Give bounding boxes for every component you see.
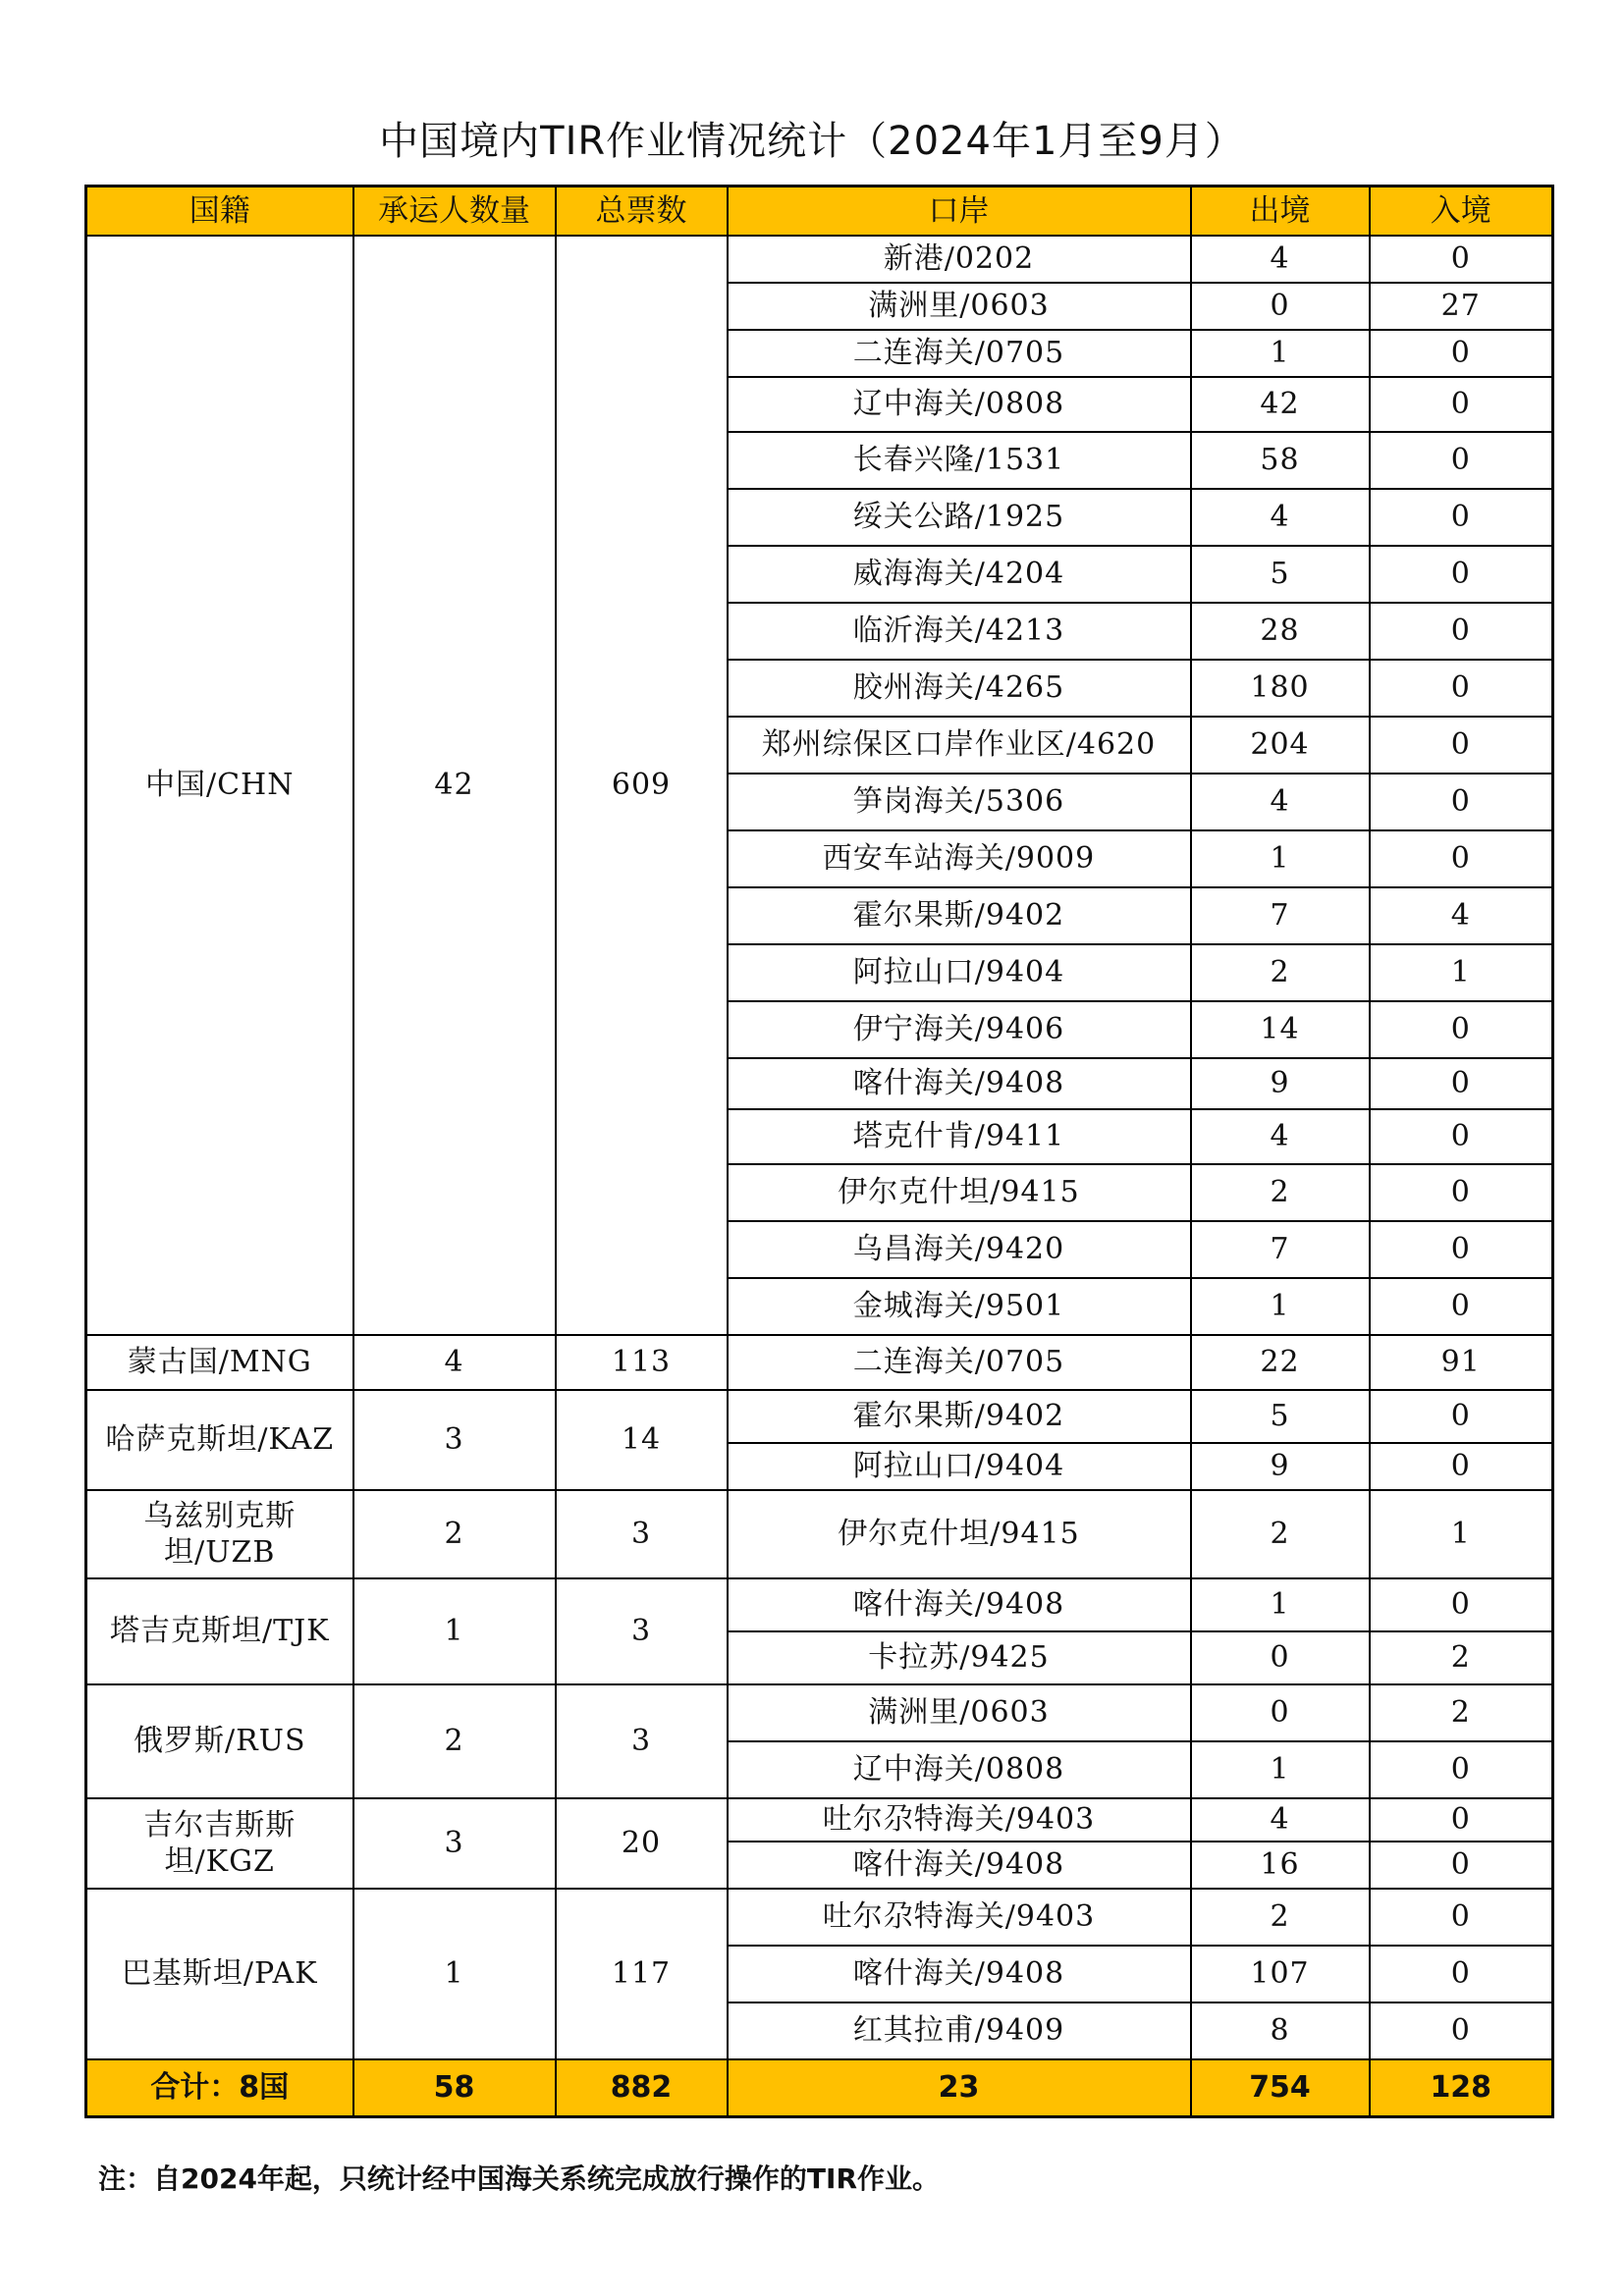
page-title: 中国境内TIR作业情况统计（2024年1月至9月） xyxy=(379,119,1245,164)
port-cell: 吐尔尕特海关/9403 xyxy=(728,1889,1191,1946)
tickets-cell: 14 xyxy=(556,1390,728,1490)
port-cell: 二连海关/0705 xyxy=(728,1335,1191,1390)
port-cell: 西安车站海关/9009 xyxy=(728,830,1191,887)
exit-cell: 204 xyxy=(1191,717,1370,774)
port-cell: 红其拉甫/9409 xyxy=(728,2002,1191,2059)
port-cell: 二连海关/0705 xyxy=(728,330,1191,377)
carriers-cell: 42 xyxy=(353,236,556,1335)
entry-cell: 0 xyxy=(1370,546,1553,603)
port-cell: 喀什海关/9408 xyxy=(728,1578,1191,1631)
exit-cell: 0 xyxy=(1191,283,1370,330)
exit-cell: 9 xyxy=(1191,1443,1370,1490)
port-cell: 长春兴隆/1531 xyxy=(728,432,1191,489)
entry-cell: 0 xyxy=(1370,830,1553,887)
port-cell: 威海海关/4204 xyxy=(728,546,1191,603)
entry-cell: 27 xyxy=(1370,283,1553,330)
port-cell: 喀什海关/9408 xyxy=(728,1946,1191,2002)
entry-cell: 0 xyxy=(1370,432,1553,489)
exit-cell: 180 xyxy=(1191,660,1370,717)
col-header-carriers: 承运人数量 xyxy=(353,187,556,237)
port-cell: 霍尔果斯/9402 xyxy=(728,1390,1191,1443)
port-cell: 阿拉山口/9404 xyxy=(728,1443,1191,1490)
port-cell: 笋岗海关/5306 xyxy=(728,774,1191,830)
exit-cell: 2 xyxy=(1191,1889,1370,1946)
port-cell: 辽中海关/0808 xyxy=(728,1741,1191,1798)
entry-cell: 91 xyxy=(1370,1335,1553,1390)
entry-cell: 1 xyxy=(1370,944,1553,1001)
table-row xyxy=(86,1798,1553,1842)
port-cell: 新港/0202 xyxy=(728,236,1191,283)
col-header-country: 国籍 xyxy=(86,187,353,237)
port-cell: 伊尔克什坦/9415 xyxy=(728,1164,1191,1221)
totals-label: 合计：8国 xyxy=(86,2059,353,2117)
entry-cell: 0 xyxy=(1370,1001,1553,1058)
tickets-cell: 117 xyxy=(556,1889,728,2059)
entry-cell: 2 xyxy=(1370,1631,1553,1684)
carriers-cell: 1 xyxy=(353,1578,556,1684)
port-cell: 伊尔克什坦/9415 xyxy=(728,1490,1191,1578)
exit-cell: 22 xyxy=(1191,1335,1370,1390)
tir-stats-table xyxy=(84,185,1554,2118)
entry-cell: 0 xyxy=(1370,1741,1553,1798)
tickets-cell: 3 xyxy=(556,1684,728,1798)
port-cell: 喀什海关/9408 xyxy=(728,1058,1191,1109)
entry-cell: 0 xyxy=(1370,717,1553,774)
entry-cell: 0 xyxy=(1370,2002,1553,2059)
port-cell: 卡拉苏/9425 xyxy=(728,1631,1191,1684)
col-header-tickets: 总票数 xyxy=(556,187,728,237)
entry-cell: 1 xyxy=(1370,1490,1553,1578)
totals-carriers: 58 xyxy=(353,2059,556,2117)
footnote: 注：自2024年起，只统计经中国海关系统完成放行操作的TIR作业。 xyxy=(98,2163,941,2195)
tickets-cell: 609 xyxy=(556,236,728,1335)
port-cell: 郑州综保区口岸作业区/4620 xyxy=(728,717,1191,774)
port-cell: 伊宁海关/9406 xyxy=(728,1001,1191,1058)
country-cell: 吉尔吉斯斯坦/KGZ xyxy=(86,1798,353,1889)
exit-cell: 4 xyxy=(1191,236,1370,283)
entry-cell: 0 xyxy=(1370,377,1553,432)
table-header-row xyxy=(86,187,1553,237)
entry-cell: 2 xyxy=(1370,1684,1553,1741)
exit-cell: 4 xyxy=(1191,489,1370,546)
tickets-cell: 3 xyxy=(556,1578,728,1684)
entry-cell: 0 xyxy=(1370,1842,1553,1889)
exit-cell: 1 xyxy=(1191,1578,1370,1631)
totals-exit: 754 xyxy=(1191,2059,1370,2117)
port-cell: 阿拉山口/9404 xyxy=(728,944,1191,1001)
totals-ports: 23 xyxy=(728,2059,1191,2117)
exit-cell: 4 xyxy=(1191,1109,1370,1164)
entry-cell: 0 xyxy=(1370,603,1553,660)
totals-entry: 128 xyxy=(1370,2059,1553,2117)
country-cell: 塔吉克斯坦/TJK xyxy=(86,1578,353,1684)
entry-cell: 0 xyxy=(1370,1058,1553,1109)
totals-tickets: 882 xyxy=(556,2059,728,2117)
port-cell: 辽中海关/0808 xyxy=(728,377,1191,432)
port-cell: 霍尔果斯/9402 xyxy=(728,887,1191,944)
carriers-cell: 2 xyxy=(353,1684,556,1798)
table-row xyxy=(86,1889,1553,1946)
entry-cell: 4 xyxy=(1370,887,1553,944)
totals-row xyxy=(86,2059,1553,2117)
port-cell: 吐尔尕特海关/9403 xyxy=(728,1798,1191,1842)
entry-cell: 0 xyxy=(1370,1946,1553,2002)
entry-cell: 0 xyxy=(1370,774,1553,830)
entry-cell: 0 xyxy=(1370,1221,1553,1278)
exit-cell: 1 xyxy=(1191,830,1370,887)
entry-cell: 0 xyxy=(1370,1390,1553,1443)
tickets-cell: 20 xyxy=(556,1798,728,1889)
exit-cell: 0 xyxy=(1191,1684,1370,1741)
entry-cell: 0 xyxy=(1370,1109,1553,1164)
carriers-cell: 4 xyxy=(353,1335,556,1390)
country-cell: 巴基斯坦/PAK xyxy=(86,1889,353,2059)
port-cell: 胶州海关/4265 xyxy=(728,660,1191,717)
exit-cell: 1 xyxy=(1191,1741,1370,1798)
exit-cell: 4 xyxy=(1191,1798,1370,1842)
entry-cell: 0 xyxy=(1370,660,1553,717)
port-cell: 满洲里/0603 xyxy=(728,283,1191,330)
carriers-cell: 1 xyxy=(353,1889,556,2059)
exit-cell: 5 xyxy=(1191,1390,1370,1443)
entry-cell: 0 xyxy=(1370,1578,1553,1631)
exit-cell: 28 xyxy=(1191,603,1370,660)
exit-cell: 1 xyxy=(1191,330,1370,377)
port-cell: 满洲里/0603 xyxy=(728,1684,1191,1741)
carriers-cell: 2 xyxy=(353,1490,556,1578)
entry-cell: 0 xyxy=(1370,1164,1553,1221)
exit-cell: 2 xyxy=(1191,944,1370,1001)
entry-cell: 0 xyxy=(1370,1889,1553,1946)
port-cell: 塔克什肯/9411 xyxy=(728,1109,1191,1164)
country-cell: 中国/CHN xyxy=(86,236,353,1335)
exit-cell: 5 xyxy=(1191,546,1370,603)
exit-cell: 42 xyxy=(1191,377,1370,432)
col-header-entry: 入境 xyxy=(1370,187,1553,237)
exit-cell: 0 xyxy=(1191,1631,1370,1684)
country-cell: 哈萨克斯坦/KAZ xyxy=(86,1390,353,1490)
exit-cell: 107 xyxy=(1191,1946,1370,2002)
entry-cell: 0 xyxy=(1370,489,1553,546)
carriers-cell: 3 xyxy=(353,1390,556,1490)
table-row xyxy=(86,1390,1553,1443)
tickets-cell: 113 xyxy=(556,1335,728,1390)
tickets-cell: 3 xyxy=(556,1490,728,1578)
entry-cell: 0 xyxy=(1370,1443,1553,1490)
table-row xyxy=(86,1578,1553,1631)
exit-cell: 2 xyxy=(1191,1490,1370,1578)
country-cell: 蒙古国/MNG xyxy=(86,1335,353,1390)
port-cell: 喀什海关/9408 xyxy=(728,1842,1191,1889)
port-cell: 绥关公路/1925 xyxy=(728,489,1191,546)
exit-cell: 9 xyxy=(1191,1058,1370,1109)
port-cell: 金城海关/9501 xyxy=(728,1278,1191,1335)
country-cell: 乌兹别克斯坦/UZB xyxy=(86,1490,353,1578)
entry-cell: 0 xyxy=(1370,1278,1553,1335)
col-header-exit: 出境 xyxy=(1191,187,1370,237)
country-cell: 俄罗斯/RUS xyxy=(86,1684,353,1798)
exit-cell: 1 xyxy=(1191,1278,1370,1335)
exit-cell: 16 xyxy=(1191,1842,1370,1889)
col-header-port: 口岸 xyxy=(728,187,1191,237)
exit-cell: 7 xyxy=(1191,1221,1370,1278)
exit-cell: 4 xyxy=(1191,774,1370,830)
entry-cell: 0 xyxy=(1370,236,1553,283)
exit-cell: 7 xyxy=(1191,887,1370,944)
table-row xyxy=(86,1684,1553,1741)
entry-cell: 0 xyxy=(1370,330,1553,377)
table-body xyxy=(86,236,1553,2059)
entry-cell: 0 xyxy=(1370,1798,1553,1842)
table-row xyxy=(86,1490,1553,1578)
carriers-cell: 3 xyxy=(353,1798,556,1889)
exit-cell: 2 xyxy=(1191,1164,1370,1221)
port-cell: 乌昌海关/9420 xyxy=(728,1221,1191,1278)
exit-cell: 14 xyxy=(1191,1001,1370,1058)
exit-cell: 8 xyxy=(1191,2002,1370,2059)
table-row xyxy=(86,236,1553,283)
port-cell: 临沂海关/4213 xyxy=(728,603,1191,660)
exit-cell: 58 xyxy=(1191,432,1370,489)
table-row xyxy=(86,1335,1553,1390)
